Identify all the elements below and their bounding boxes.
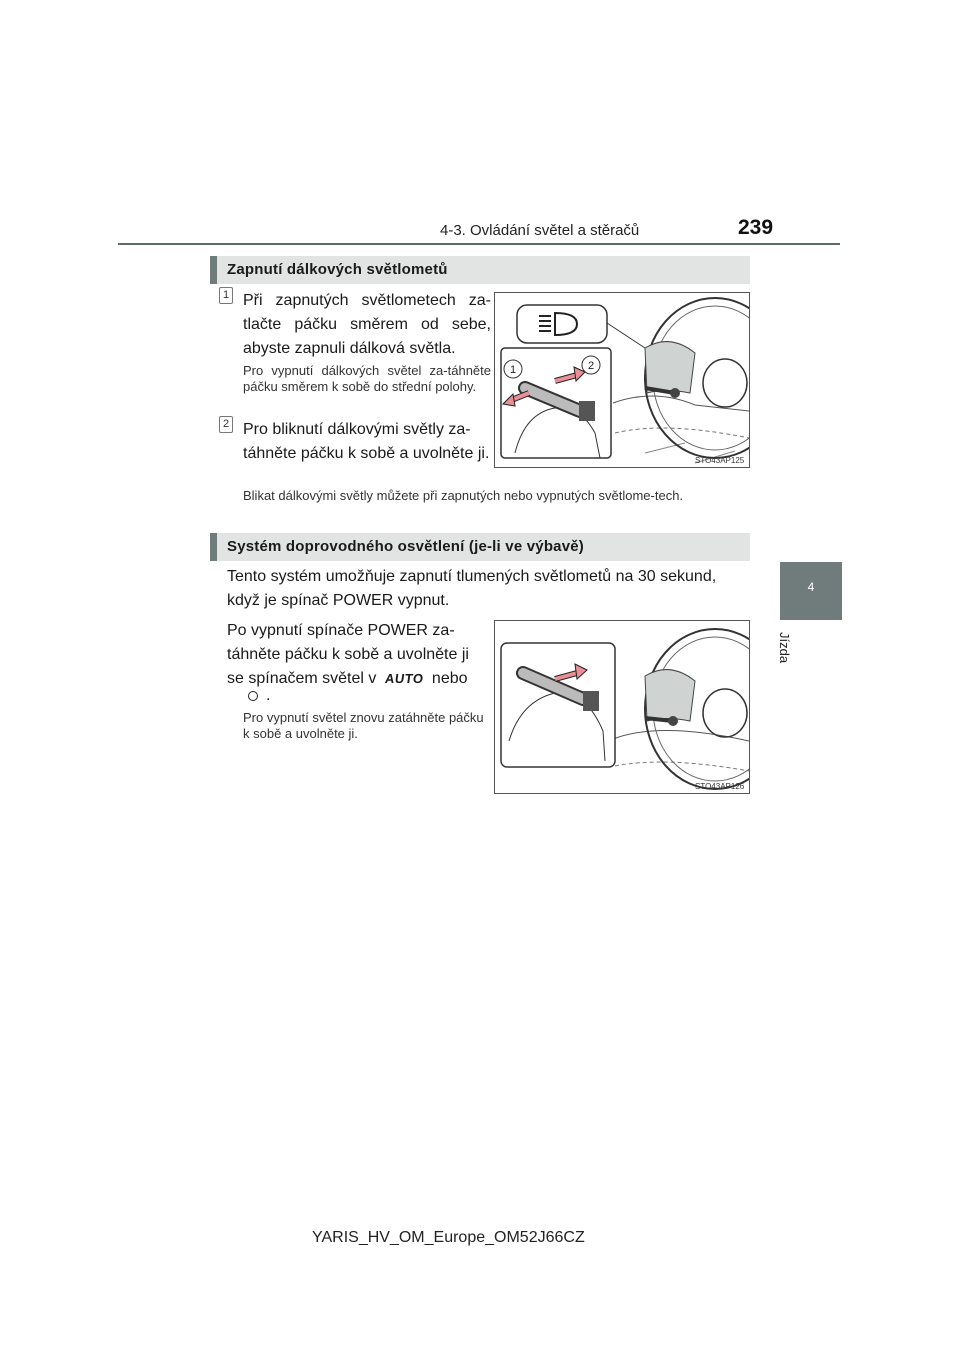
activation-text-start: Po vypnutí spínače POWER za-táhněte páčku k sobě a uvolněte ji se spínačem světel v [227, 622, 469, 687]
auto-icon: AUTO [383, 671, 425, 686]
deactivation-note: Pro vypnutí světel znovu zatáhněte páčku k sobě a uvolněte ji. [243, 710, 484, 741]
step1-text: Při zapnutých světlometech za-tlačte páčku směrem od sebe, abyste zapnuli dálková světla. [243, 292, 491, 357]
figure-high-beam-lever [494, 292, 750, 468]
section-header: 4-3. Ovládání světel a stěračů [440, 222, 640, 239]
step1-note: Pro vypnutí dálkových světel za-táhněte páčku směrem k sobě do střední polohy. [243, 363, 491, 394]
step-badge-1: 1 [219, 287, 233, 304]
chapter-tab-number: 4 [807, 580, 815, 594]
figure-follow-me-home-lever [494, 620, 750, 794]
callout-1: 1 [509, 364, 517, 376]
paragraph-system-description: Tento systém umožňuje zapnutí tlumených světlometů na 30 sekund, když je spínač POWER vypnut. [227, 568, 717, 609]
section-title-high-beam [210, 256, 750, 284]
page-number: 239 [738, 216, 774, 239]
header-rule [118, 243, 840, 245]
section-title-text: Zapnutí dálkových světlometů [227, 261, 448, 278]
callout-2: 2 [587, 360, 595, 372]
section-title-follow-me-home [210, 533, 750, 561]
lever-illustration [495, 293, 749, 467]
section-title-text: Systém doprovodného osvětlení (je-li ve výbavě) [227, 538, 584, 555]
parking-lamp-icon [248, 691, 258, 701]
activation-text-mid: nebo [431, 670, 468, 687]
chapter-tab-label: Jízda [777, 632, 792, 664]
document-code-footer: YARIS_HV_OM_Europe_OM52J66CZ [312, 1229, 585, 1246]
activation-text-end: . [266, 687, 271, 704]
paragraph-activation [227, 619, 489, 691]
figure-code: STO43AP126 [695, 782, 745, 791]
activation-line-end [248, 684, 270, 708]
step2-note: Blikat dálkovými světly můžete při zapnutých nebo vypnutých světlome-tech. [243, 488, 684, 503]
figure-code: STO43AP125 [695, 456, 745, 465]
step-badge-2: 2 [219, 416, 233, 433]
step2-text: Pro bliknutí dálkovými světly za-táhněte páčku k sobě a uvolněte ji. [243, 421, 490, 462]
lever-illustration-2 [495, 621, 749, 793]
